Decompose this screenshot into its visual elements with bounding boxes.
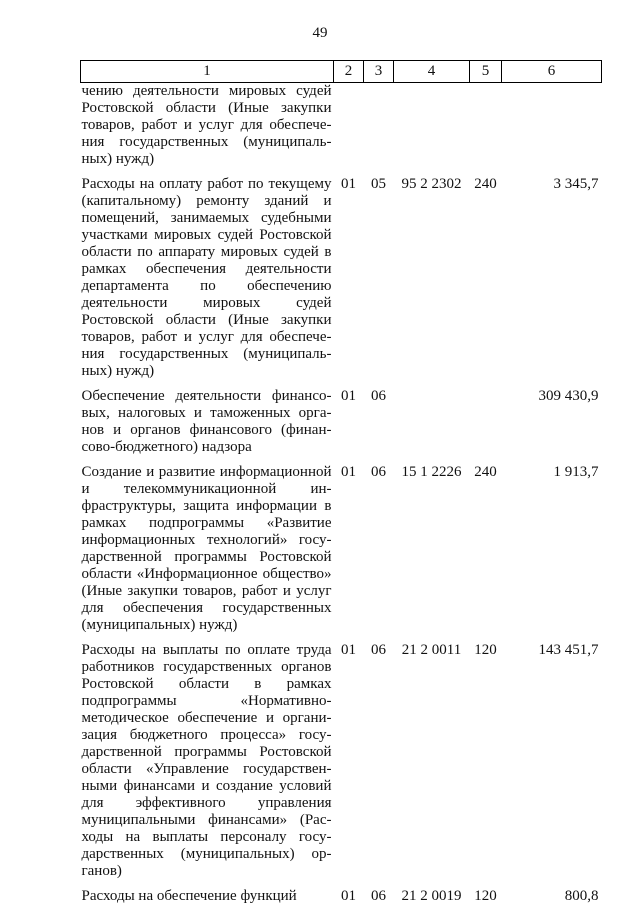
row-amount: 1 913,7	[553, 464, 599, 480]
row-spacer	[81, 456, 602, 464]
table-row	[81, 464, 602, 634]
row-description: Расходы на выплаты по оплате труда работников государственных органов Ростовской области в рамках подпрограммы «Нормативно-методическое обеспечение и организация бюджетного процесса» государственной программы Ростовской области «Управление государственными финансами и создание условий для эффективного управления муниципальными финансами» (Расходы на выплаты персоналу государственных (муниципальных) органов)	[81, 642, 332, 879]
row-spacer	[81, 168, 602, 176]
row-description: Обеспечение деятельности финансовых, налоговых и таможенных органов и органов финансового (финансово-бюджетного) надзора	[81, 388, 332, 455]
row-subsection: 05	[371, 176, 386, 192]
row-expense-type: 240	[474, 176, 497, 192]
row-spacer	[81, 880, 602, 888]
row-expense-type	[470, 388, 502, 456]
row-section: 01	[341, 642, 356, 658]
row-subsection: 06	[371, 464, 386, 480]
header-col-4: 4	[394, 61, 470, 83]
row-target-article	[394, 388, 470, 456]
table-row	[81, 888, 602, 905]
table-row	[81, 642, 602, 880]
table-header-row	[81, 61, 602, 83]
table-row	[81, 176, 602, 380]
header-col-5: 5	[470, 61, 502, 83]
header-col-2: 2	[334, 61, 364, 83]
row-description: Расходы на обеспечение функций	[81, 888, 297, 904]
row-section: 01	[341, 176, 356, 192]
row-target-article	[394, 83, 470, 169]
page-number: 49	[312, 25, 328, 41]
header-col-3: 3	[364, 61, 394, 83]
row-description: Создание и развитие информационной и телекоммуникационной инфраструктуры, защита информации в рамках подпрограммы «Развитие информационных технологий» государственной программы Ростовской области «Информационное общество» (Иные закупки товаров, работ и услуг для обеспечения государственных (муниципальных) нужд)	[81, 464, 332, 633]
row-subsection: 06	[371, 888, 386, 904]
row-description: чению деятельности мировых судей Ростовской области (Иные закупки товаров, работ и услуг для обеспечения государственных (муниципальных) нужд)	[81, 83, 332, 167]
row-target-article: 21 2 0011	[401, 642, 462, 658]
row-amount: 800,8	[564, 888, 599, 904]
row-section	[334, 83, 364, 169]
row-section: 01	[341, 388, 356, 404]
row-section: 01	[341, 888, 356, 904]
row-target-article: 21 2 0019	[401, 888, 462, 904]
table-row	[81, 388, 602, 456]
row-amount	[502, 83, 602, 169]
budget-table	[80, 60, 602, 905]
row-subsection: 06	[371, 642, 386, 658]
header-col-1: 1	[81, 61, 334, 83]
row-amount: 3 345,7	[553, 176, 599, 192]
header-col-6: 6	[502, 61, 602, 83]
row-expense-type: 120	[474, 642, 497, 658]
row-spacer	[81, 380, 602, 388]
row-subsection: 06	[371, 388, 386, 404]
row-subsection	[364, 83, 394, 169]
row-spacer	[81, 634, 602, 642]
row-expense-type: 120	[474, 888, 497, 904]
row-amount: 309 430,9	[538, 388, 599, 404]
row-section: 01	[341, 464, 356, 480]
row-expense-type	[470, 83, 502, 169]
row-amount: 143 451,7	[538, 642, 599, 658]
row-target-article: 15 1 2226	[401, 464, 462, 480]
row-target-article: 95 2 2302	[401, 176, 462, 192]
row-expense-type: 240	[474, 464, 497, 480]
table-row	[81, 83, 602, 169]
row-description: Расходы на оплату работ по текущему (капитальному) ремонту зданий и помещений, занимаемых судебными участками мировых судей Ростовской области по аппарату мировых судей в рамках обеспечения деятельности департамента по обеспечению деятельности мировых судей Ростовской области (Иные закупки товаров, работ и услуг для обеспечения государственных (муниципальных) нужд)	[81, 176, 332, 379]
